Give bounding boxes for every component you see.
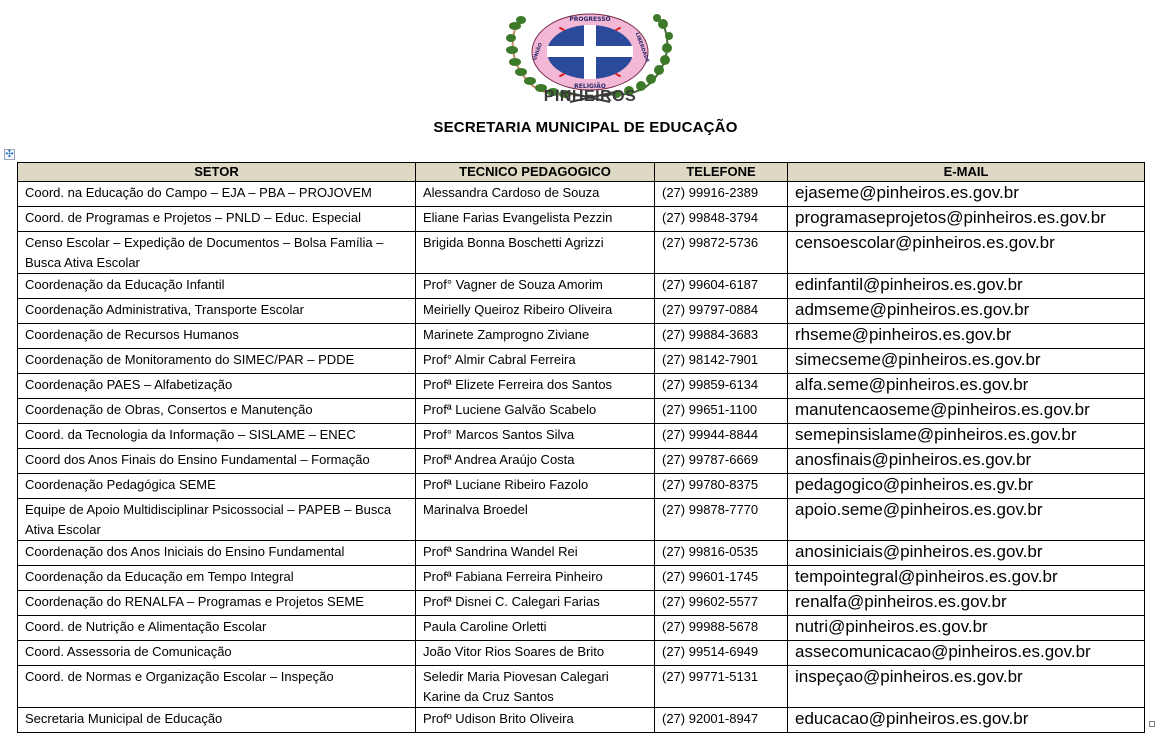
cell-tecnico: Profª Elizete Ferreira dos Santos [416, 374, 655, 399]
logo-text-progresso: PROGRESSO [569, 16, 611, 23]
column-header-email: E-MAIL [788, 163, 1145, 182]
table-row [18, 499, 1145, 541]
cell-email: anosiniciais@pinheiros.es.gov.br [788, 541, 1145, 566]
table-row [18, 641, 1145, 666]
cell-setor: Coordenação Pedagógica SEME [18, 474, 416, 499]
cell-setor: Coordenação de Recursos Humanos [18, 324, 416, 349]
cell-tecnico: Brigida Bonna Boschetti Agrizzi [416, 232, 655, 274]
table-row [18, 616, 1145, 641]
cell-tecnico: Profº Udison Brito Oliveira [416, 708, 655, 733]
cell-telefone: (27) 99916-2389 [655, 182, 788, 207]
cell-email: rhseme@pinheiros.es.gov.br [788, 324, 1145, 349]
cell-tecnico: Profª Andrea Araújo Costa [416, 449, 655, 474]
cell-email: simecseme@pinheiros.es.gov.br [788, 349, 1145, 374]
table-row [18, 182, 1145, 207]
table-resize-handle[interactable] [1149, 721, 1155, 727]
cell-tecnico: Profª Luciane Ribeiro Fazolo [416, 474, 655, 499]
table-row [18, 541, 1145, 566]
table-row [18, 374, 1145, 399]
table-row [18, 349, 1145, 374]
cell-tecnico: Profª Sandrina Wandel Rei [416, 541, 655, 566]
cell-setor: Equipe de Apoio Multidisciplinar Psicossocial – PAPEB – Busca Ativa Escolar [18, 499, 416, 541]
cell-telefone: (27) 98142-7901 [655, 349, 788, 374]
table-row [18, 449, 1145, 474]
page-title: SECRETARIA MUNICIPAL DE EDUCAÇÃO [433, 119, 738, 136]
cell-tecnico: Marinalva Broedel [416, 499, 655, 541]
cell-setor: Coord. de Programas e Projetos – PNLD – Educ. Especial [18, 207, 416, 232]
cell-email: nutri@pinheiros.es.gov.br [788, 616, 1145, 641]
cell-telefone: (27) 99771-5131 [655, 666, 788, 708]
cell-setor: Coordenação de Monitoramento do SIMEC/PAR – PDDE [18, 349, 416, 374]
logo-text-religiao: RELIGIÃO [574, 83, 606, 90]
cell-setor: Censo Escolar – Expedição de Documentos – Bolsa Família – Busca Ativa Escolar [18, 232, 416, 274]
cell-setor: Coordenação Administrativa, Transporte Escolar [18, 299, 416, 324]
cell-setor: Coord. na Educação do Campo – EJA – PBA – PROJOVEM [18, 182, 416, 207]
cell-email: manutencaoseme@pinheiros.es.gov.br [788, 399, 1145, 424]
logo-text-uniao: UNIÃO [532, 42, 544, 62]
table-row [18, 274, 1145, 299]
cell-telefone: (27) 99601-1745 [655, 566, 788, 591]
cell-telefone: (27) 99651-1100 [655, 399, 788, 424]
cell-email: assecomunicacao@pinheiros.es.gov.br [788, 641, 1145, 666]
cell-telefone: (27) 99859-6134 [655, 374, 788, 399]
column-header-telefone: TELEFONE [655, 163, 788, 182]
cell-tecnico: Eliane Farias Evangelista Pezzin [416, 207, 655, 232]
cell-email: apoio.seme@pinheiros.es.gov.br [788, 499, 1145, 541]
cell-telefone: (27) 99514-6949 [655, 641, 788, 666]
table-row [18, 591, 1145, 616]
cell-telefone: (27) 99780-8375 [655, 474, 788, 499]
cell-email: inspeçao@pinheiros.es.gov.br [788, 666, 1145, 708]
cell-setor: Coordenação da Educação Infantil [18, 274, 416, 299]
logo-wordmark: PINHEIROS [543, 88, 637, 105]
cell-tecnico: Marinete Zamprogno Ziviane [416, 324, 655, 349]
cell-email: renalfa@pinheiros.es.gov.br [788, 591, 1145, 616]
column-header-setor: SETOR [18, 163, 416, 182]
cell-tecnico: João Vitor Rios Soares de Brito [416, 641, 655, 666]
cell-telefone: (27) 99604-6187 [655, 274, 788, 299]
cell-setor: Coordenação do RENALFA – Programas e Projetos SEME [18, 591, 416, 616]
cell-email: censoescolar@pinheiros.es.gov.br [788, 232, 1145, 274]
cell-setor: Coordenação de Obras, Consertos e Manutenção [18, 399, 416, 424]
cell-telefone: (27) 99816-0535 [655, 541, 788, 566]
cell-telefone: (27) 99797-0884 [655, 299, 788, 324]
cell-email: programaseprojetos@pinheiros.es.gov.br [788, 207, 1145, 232]
cell-tecnico: Profª Luciene Galvão Scabelo [416, 399, 655, 424]
table-row [18, 424, 1145, 449]
cell-tecnico: Seledir Maria Piovesan Calegari Karine da Cruz Santos [416, 666, 655, 708]
cell-email: tempointegral@pinheiros.es.gov.br [788, 566, 1145, 591]
cell-email: admseme@pinheiros.es.gov.br [788, 299, 1145, 324]
cell-setor: Coord dos Anos Finais do Ensino Fundamental – Formação [18, 449, 416, 474]
cell-setor: Secretaria Municipal de Educação [18, 708, 416, 733]
cell-tecnico: Profª Fabiana Ferreira Pinheiro [416, 566, 655, 591]
table-body [18, 182, 1145, 733]
cell-tecnico: Paula Caroline Orletti [416, 616, 655, 641]
table-row [18, 207, 1145, 232]
column-header-tecnico: TECNICO PEDAGOGICO [416, 163, 655, 182]
cell-telefone: (27) 99872-5736 [655, 232, 788, 274]
table-row [18, 566, 1145, 591]
cell-telefone: (27) 92001-8947 [655, 708, 788, 733]
cell-tecnico: Prof° Marcos Santos Silva [416, 424, 655, 449]
cell-telefone: (27) 99878-7770 [655, 499, 788, 541]
cell-email: ejaseme@pinheiros.es.gov.br [788, 182, 1145, 207]
cell-email: edinfantil@pinheiros.es.gov.br [788, 274, 1145, 299]
cell-setor: Coord. de Nutrição e Alimentação Escolar [18, 616, 416, 641]
cell-telefone: (27) 99884-3683 [655, 324, 788, 349]
table-row [18, 399, 1145, 424]
table-row [18, 299, 1145, 324]
cell-tecnico: Profª Disnei C. Calegari Farias [416, 591, 655, 616]
table-row [18, 666, 1145, 708]
cell-setor: Coord. Assessoria de Comunicação [18, 641, 416, 666]
table-row [18, 232, 1145, 274]
cell-telefone: (27) 99848-3794 [655, 207, 788, 232]
cell-setor: Coordenação PAES – Alfabetização [18, 374, 416, 399]
cell-tecnico: Prof° Almir Cabral Ferreira [416, 349, 655, 374]
cell-telefone: (27) 99602-5577 [655, 591, 788, 616]
table-move-handle-icon[interactable]: ✣ [5, 148, 14, 160]
table-header-row [18, 163, 1145, 182]
cell-telefone: (27) 99988-5678 [655, 616, 788, 641]
cell-setor: Coord. da Tecnologia da Informação – SISLAME – ENEC [18, 424, 416, 449]
cell-setor: Coordenação dos Anos Iniciais do Ensino Fundamental [18, 541, 416, 566]
cell-email: anosfinais@pinheiros.es.gov.br [788, 449, 1145, 474]
cell-tecnico: Alessandra Cardoso de Souza [416, 182, 655, 207]
cell-setor: Coord. de Normas e Organização Escolar – Inspeção [18, 666, 416, 708]
cell-tecnico: Meirielly Queiroz Ribeiro Oliveira [416, 299, 655, 324]
cell-email: semepinsislame@pinheiros.es.gov.br [788, 424, 1145, 449]
table-row [18, 474, 1145, 499]
table-row [18, 708, 1145, 733]
logo-text-liberdade: LIBERDADE [633, 31, 651, 64]
cell-telefone: (27) 99787-6669 [655, 449, 788, 474]
cell-email: alfa.seme@pinheiros.es.gov.br [788, 374, 1145, 399]
cell-setor: Coordenação da Educação em Tempo Integral [18, 566, 416, 591]
cell-tecnico: Prof° Vagner de Souza Amorim [416, 274, 655, 299]
contacts-table [17, 162, 1145, 733]
table-row [18, 324, 1145, 349]
cell-email: educacao@pinheiros.es.gov.br [788, 708, 1145, 733]
cell-email: pedagogico@pinheiros.es.gv.br [788, 474, 1145, 499]
cell-telefone: (27) 99944-8844 [655, 424, 788, 449]
